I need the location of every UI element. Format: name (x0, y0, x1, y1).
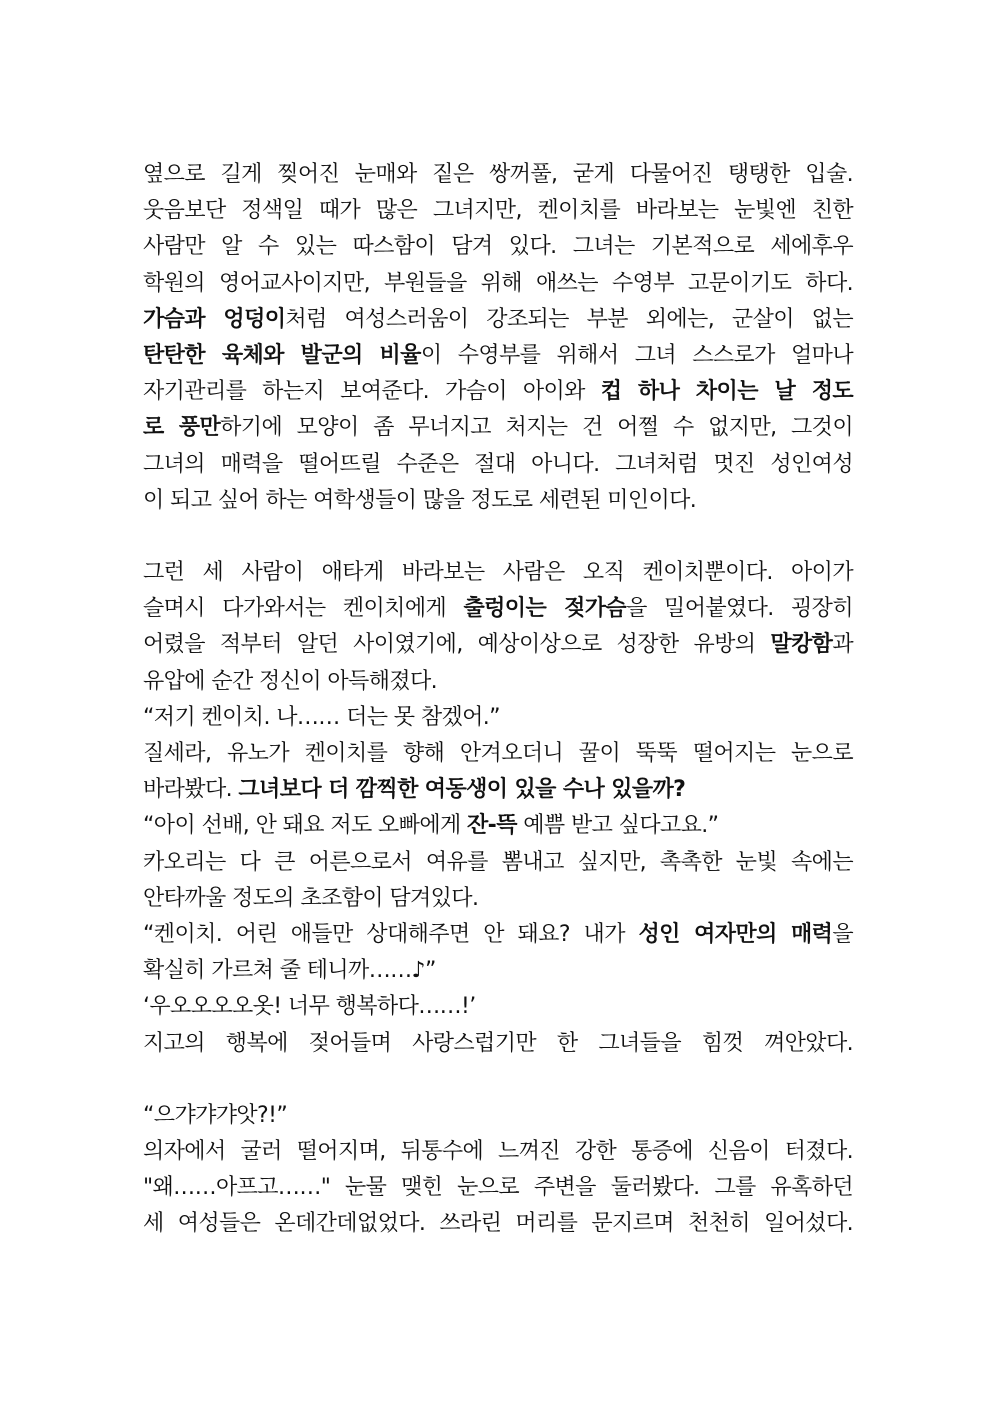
dialogue-line: ‘우오오오오옷! 너무 행복하다……!’ (143, 994, 476, 1020)
text-line: 슬며시 다가와서는 켄이치에게 출렁이는 젖가슴을 밀어붙였다. 굉장히 (143, 596, 853, 622)
bold-phrase: 탄탄한 육체와 발군의 비율 (143, 342, 421, 368)
text-line: 가슴과 엉덩이처럼 여성스러움이 강조되는 부분 외에는, 군살이 없는 (143, 306, 853, 332)
text-line: 웃음보단 정색일 때가 많은 그녀지만, 켄이치를 바라보는 눈빛엔 친한 (143, 198, 853, 224)
bold-phrase: 컵 하나 차이는 날 정도 (600, 379, 853, 405)
text-line: 세 여성들은 온데간데없었다. 쓰라린 머리를 문지르며 천천히 일어섰다. (143, 1211, 853, 1237)
text-line: 사람만 알 수 있는 따스함이 담겨 있다. 그녀는 기본적으로 세에후우 (143, 234, 853, 260)
text-line: 어렸을 적부터 알던 사이였기에, 예상이상으로 성장한 유방의 말캉함과 (143, 632, 853, 658)
text-line: 카오리는 다 큰 어른으로서 여유를 뽐내고 싶지만, 촉촉한 눈빛 속에는 (143, 849, 853, 875)
text-line: 그녀의 매력을 떨어뜨릴 수준은 절대 아니다. 그녀처럼 멋진 성인여성 (143, 451, 853, 477)
text-line: "왜……아프고……" 눈물 맺힌 눈으로 주변을 둘러봤다. 그를 유혹하던 (143, 1175, 853, 1201)
text-line: 지고의 행복에 젖어들며 사랑스럽기만 한 그녀들을 힘껏 껴안았다. (143, 1030, 853, 1056)
bold-phrase: 출렁이는 젖가슴 (463, 596, 627, 622)
text-line: 탄탄한 육체와 발군의 비율이 수영부를 위해서 그녀 스스로가 얼마나 (143, 342, 853, 368)
dialogue-line: “아이 선배, 안 돼요 저도 오빠에게 잔-뜩 예쁨 받고 싶다고요.” (143, 813, 719, 839)
text-line: 옆으로 길게 찢어진 눈매와 짙은 쌍꺼풀, 굳게 다물어진 탱탱한 입술. (143, 162, 853, 187)
text-line: 로 풍만하기에 모양이 좀 무너지고 처지는 건 어쩔 수 없지만, 그것이 (143, 415, 853, 441)
paragraph-gap (143, 519, 853, 555)
bold-phrase: 잔-뜩 (467, 813, 517, 839)
text-line: 이 되고 싶어 하는 여학생들이 많을 정도로 세련된 미인이다. (143, 487, 697, 513)
text-line: 안타까울 정도의 초조함이 담겨있다. (143, 885, 479, 911)
paragraph-gap (143, 1062, 853, 1098)
text-line: 의자에서 굴러 떨어지며, 뒤통수에 느껴진 강한 통증에 신음이 터졌다. (143, 1139, 853, 1165)
bold-phrase: 가슴과 엉덩이 (143, 306, 286, 332)
body-text (143, 157, 853, 1243)
bold-phrase: 성인 여자만의 매력 (638, 921, 833, 947)
dialogue-line: 확실히 가르쳐 줄 테니까……♪” (143, 958, 436, 984)
text-line: 질세라, 유노가 켄이치를 향해 안겨오더니 꿀이 뚝뚝 떨어지는 눈으로 (143, 741, 853, 766)
text-line: 자기관리를 하는지 보여준다. 가슴이 아이와 컵 하나 차이는 날 정도 (143, 379, 853, 405)
text-line: 유압에 순간 정신이 아득해졌다. (143, 668, 438, 694)
bold-phrase: 그녀보다 더 깜찍한 여동생이 있을 수나 있을까? (238, 777, 686, 803)
bold-phrase: 로 풍만 (143, 415, 221, 441)
text-line: 학원의 영어교사이지만, 부원들을 위해 애쓰는 수영부 고문이기도 하다. (143, 270, 853, 296)
bold-phrase: 말캉함 (770, 632, 833, 658)
text-line: 그런 세 사람이 애타게 바라보는 사람은 오직 켄이치뿐이다. 아이가 (143, 560, 853, 586)
text-line: 바라봤다. 그녀보다 더 깜찍한 여동생이 있을 수나 있을까? (143, 777, 686, 803)
dialogue-line: “으갸갸갸앗?!” (143, 1102, 288, 1128)
dialogue-line: “저기 켄이치. 나…… 더는 못 참겠어.” (143, 704, 500, 730)
dialogue-line: “켄이치. 어린 애들만 상대해주면 안 돼요? 내가 성인 여자만의 매력을 (143, 921, 853, 947)
